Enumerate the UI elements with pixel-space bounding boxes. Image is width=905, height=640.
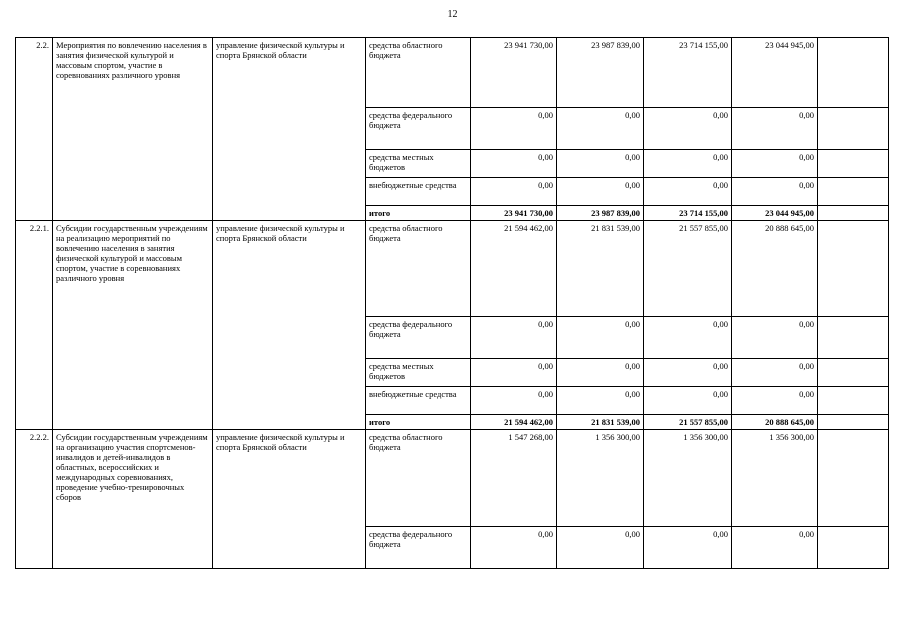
value-cell: 0,00 (471, 527, 557, 569)
value-cell: 1 356 300,00 (732, 430, 818, 527)
table-row (16, 430, 889, 527)
row-code: 2.2.1. (16, 221, 53, 430)
value-cell: 0,00 (471, 150, 557, 178)
value-cell: 0,00 (471, 317, 557, 359)
empty-cell (818, 38, 889, 108)
value-cell: 21 557 855,00 (644, 221, 732, 317)
value-cell: 20 888 645,00 (732, 221, 818, 317)
row-executor: управление физической культуры и спорта Брянской области (213, 38, 366, 221)
value-cell: 23 941 730,00 (471, 38, 557, 108)
value-cell: 1 356 300,00 (557, 430, 644, 527)
value-cell: 0,00 (471, 108, 557, 150)
source-label: средства федерального бюджета (366, 317, 471, 359)
value-cell: 0,00 (732, 387, 818, 415)
empty-cell (818, 221, 889, 317)
value-cell: 0,00 (471, 387, 557, 415)
value-cell: 21 594 462,00 (471, 221, 557, 317)
value-cell: 21 831 539,00 (557, 221, 644, 317)
value-cell: 0,00 (732, 527, 818, 569)
empty-cell (818, 430, 889, 527)
value-cell: 0,00 (557, 387, 644, 415)
empty-cell (818, 108, 889, 150)
value-cell: 1 356 300,00 (644, 430, 732, 527)
total-value: 23 941 730,00 (471, 206, 557, 221)
value-cell: 0,00 (644, 317, 732, 359)
value-cell: 0,00 (644, 178, 732, 206)
value-cell: 0,00 (557, 108, 644, 150)
row-name: Субсидии государственным учреждениям на организацию участия спортсменов-инвалидов и детей-инвалидов в областных, всероссийских и международных соревнованиях, проведение учебно-тренировочных сборов (53, 430, 213, 569)
value-cell: 0,00 (644, 150, 732, 178)
row-name: Субсидии государственным учреждениям на реализацию мероприятий по вовлечению населения в занятия физической культурой и массовым спортом, участие в соревнованиях различного уровня (53, 221, 213, 430)
value-cell: 0,00 (732, 150, 818, 178)
value-cell: 0,00 (471, 359, 557, 387)
source-label: средства федерального бюджета (366, 527, 471, 569)
table-row (16, 221, 889, 317)
empty-cell (818, 359, 889, 387)
value-cell: 0,00 (557, 527, 644, 569)
row-code: 2.2.2. (16, 430, 53, 569)
empty-cell (818, 387, 889, 415)
total-value: 20 888 645,00 (732, 415, 818, 430)
value-cell: 23 987 839,00 (557, 38, 644, 108)
value-cell: 0,00 (644, 527, 732, 569)
value-cell: 0,00 (471, 178, 557, 206)
total-value: 21 594 462,00 (471, 415, 557, 430)
row-executor: управление физической культуры и спорта Брянской области (213, 430, 366, 569)
row-executor: управление физической культуры и спорта Брянской области (213, 221, 366, 430)
value-cell: 0,00 (557, 317, 644, 359)
total-label: итого (366, 415, 471, 430)
value-cell: 0,00 (644, 359, 732, 387)
budget-table (15, 37, 889, 569)
value-cell: 23 044 945,00 (732, 38, 818, 108)
row-name: Мероприятия по вовлечению населения в занятия физической культурой и массовым спортом, участие в соревнованиях различного уровня (53, 38, 213, 221)
total-value: 23 987 839,00 (557, 206, 644, 221)
source-label: средства областного бюджета (366, 38, 471, 108)
value-cell: 0,00 (732, 108, 818, 150)
source-label: средства федерального бюджета (366, 108, 471, 150)
total-value: 21 557 855,00 (644, 415, 732, 430)
page-number: 12 (447, 9, 458, 20)
source-label: средства местных бюджетов (366, 150, 471, 178)
source-label: средства областного бюджета (366, 430, 471, 527)
row-code: 2.2. (16, 38, 53, 221)
value-cell: 1 547 268,00 (471, 430, 557, 527)
total-value: 23 044 945,00 (732, 206, 818, 221)
empty-cell (818, 150, 889, 178)
source-label: внебюджетные средства (366, 387, 471, 415)
value-cell: 0,00 (557, 178, 644, 206)
empty-cell (818, 178, 889, 206)
total-value: 23 714 155,00 (644, 206, 732, 221)
empty-cell (818, 527, 889, 569)
value-cell: 0,00 (644, 108, 732, 150)
value-cell: 0,00 (732, 359, 818, 387)
empty-cell (818, 317, 889, 359)
source-label: средства местных бюджетов (366, 359, 471, 387)
empty-cell (818, 206, 889, 221)
total-value: 21 831 539,00 (557, 415, 644, 430)
value-cell: 0,00 (557, 150, 644, 178)
table-row (16, 38, 889, 108)
value-cell: 0,00 (644, 387, 732, 415)
total-label: итого (366, 206, 471, 221)
empty-cell (818, 415, 889, 430)
value-cell: 0,00 (732, 178, 818, 206)
value-cell: 0,00 (732, 317, 818, 359)
source-label: средства областного бюджета (366, 221, 471, 317)
source-label: внебюджетные средства (366, 178, 471, 206)
value-cell: 23 714 155,00 (644, 38, 732, 108)
value-cell: 0,00 (557, 359, 644, 387)
